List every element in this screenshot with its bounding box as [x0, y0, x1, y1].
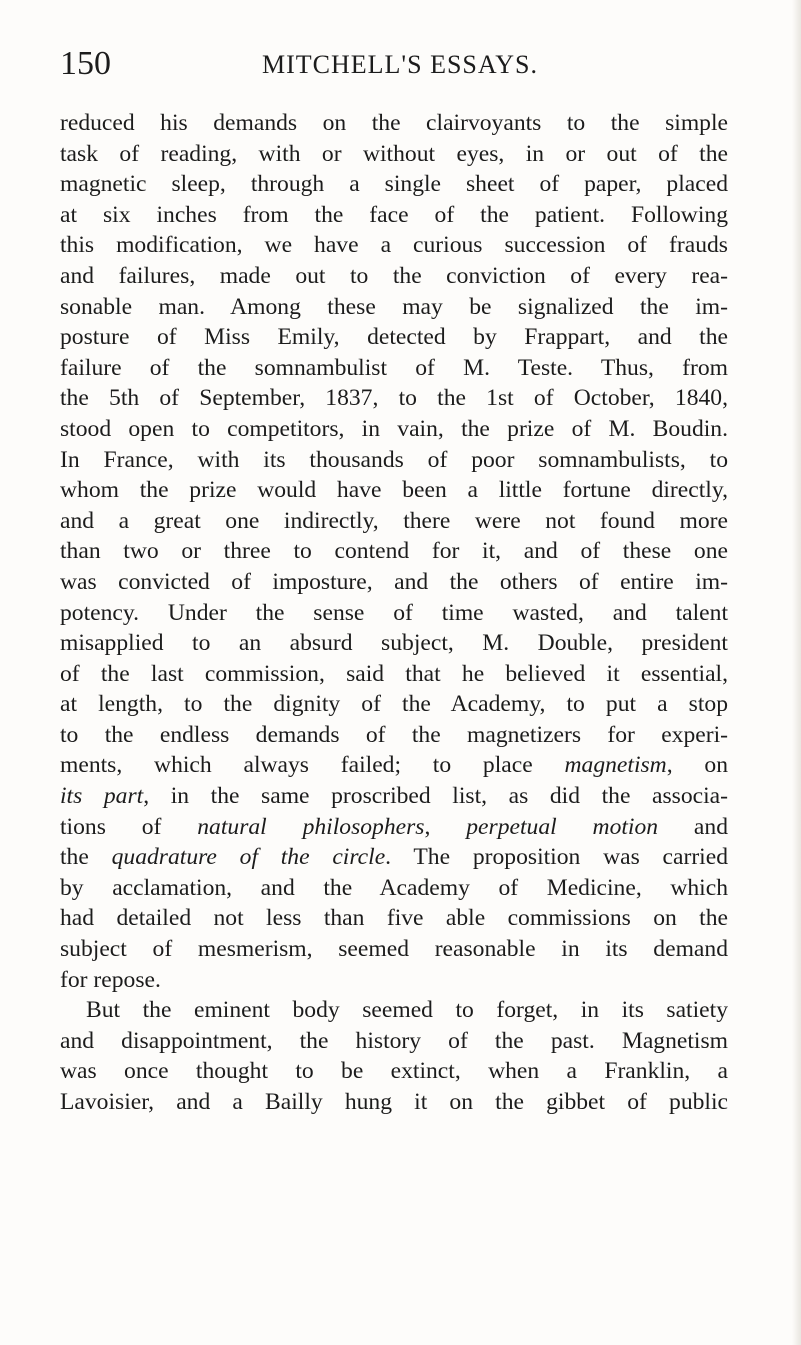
text-segment: and disappointment, the history of the past. Magnetism	[60, 1027, 728, 1054]
text-line	[60, 1026, 728, 1057]
text-line	[60, 1087, 728, 1118]
text-line	[60, 322, 728, 353]
text-segment: of the last commission, said that he believed it essential,	[60, 660, 728, 687]
text-segment: the 5th of September, 1837, to the 1st of October, 1840,	[60, 385, 728, 412]
text-line	[60, 567, 728, 598]
text-segment: sonable man. Among these may be signalized the im-	[60, 293, 728, 320]
text-line	[60, 628, 728, 659]
text-segment: at six inches from the face of the patient. Following	[60, 201, 728, 228]
running-head	[60, 46, 740, 82]
text-line	[60, 200, 728, 231]
text-line	[60, 506, 728, 537]
text-line	[60, 475, 728, 506]
text-line	[60, 108, 728, 139]
text-line	[60, 965, 728, 996]
text-line	[60, 781, 728, 812]
text-segment: was convicted of imposture, and the others of entire im-	[60, 568, 728, 595]
text-segment: by acclamation, and the Academy of Medicine, which	[60, 874, 728, 901]
text-segment: this modification, we have a curious succession of frauds	[60, 232, 728, 259]
text-segment: Lavoisier, and a Bailly hung it on the gibbet of public	[60, 1089, 728, 1115]
text-line	[60, 353, 728, 384]
text-line	[60, 445, 728, 476]
text-line	[60, 750, 728, 781]
text-line	[60, 230, 728, 261]
text-line	[60, 689, 728, 720]
text-line	[60, 292, 728, 323]
text-segment: In France, with its thousands of poor somnambulists, to	[60, 446, 728, 473]
text-segment: magnetic sleep, through a single sheet of paper, placed	[60, 171, 728, 198]
text-segment: , in the same proscribed list, as did the associa-	[143, 783, 728, 810]
text-segment: task of reading, with or without eyes, in or out of the	[60, 140, 728, 167]
text-line	[60, 720, 728, 751]
text-segment: misapplied to an absurd subject, M. Double, president	[60, 630, 728, 657]
text-segment: But the eminent body seemed to forget, in its satiety	[86, 997, 728, 1024]
text-segment: the	[60, 844, 112, 871]
text-segment: posture of Miss Emily, detected by Frappart, and the	[60, 324, 728, 351]
text-segment: than two or three to contend for it, and of these one	[60, 538, 728, 565]
italic-text-segment: its part	[60, 783, 144, 810]
text-segment: at length, to the dignity of the Academy, to put a stop	[60, 691, 728, 718]
text-segment: and failures, made out to the conviction of every rea-	[60, 262, 728, 289]
text-line	[60, 842, 728, 873]
text-line	[60, 995, 728, 1026]
text-segment: reduced his demands on the clairvoyants to the simple	[60, 110, 728, 136]
text-line	[60, 1056, 728, 1087]
text-segment: was once thought to be extinct, when a Franklin, a	[60, 1058, 728, 1085]
italic-text-segment: magnetism	[564, 752, 667, 779]
text-line	[60, 536, 728, 567]
text-line	[60, 261, 728, 292]
text-line	[60, 812, 728, 843]
italic-text-segment: quadrature of the circle	[111, 844, 386, 871]
text-line	[60, 873, 728, 904]
text-line	[60, 383, 728, 414]
body-text	[60, 108, 728, 1118]
italic-text-segment: perpetual motion	[466, 813, 659, 840]
text-segment: to the endless demands of the magnetizers for experi-	[60, 721, 728, 748]
text-segment: for repose.	[60, 966, 161, 993]
text-segment: . The proposition was carried	[385, 844, 729, 871]
italic-text-segment: natural philosophers	[197, 813, 425, 840]
text-segment: , on	[666, 752, 728, 779]
text-segment: whom the prize would have been a little fortune directly,	[60, 477, 728, 504]
text-line	[60, 903, 728, 934]
running-title: MITCHELL'S ESSAYS.	[262, 50, 538, 79]
text-line	[60, 414, 728, 445]
text-segment: ,	[424, 813, 467, 840]
text-segment: failure of the somnambulist of M. Teste. Thus, from	[60, 354, 728, 381]
page-number: 150	[60, 45, 111, 82]
text-segment: ments, which always failed; to place	[60, 752, 565, 779]
text-segment: had detailed not less than five able commissions on the	[60, 905, 728, 932]
page-edge	[792, 0, 801, 1345]
text-line	[60, 659, 728, 690]
text-segment: stood open to competitors, in vain, the prize of M. Boudin.	[60, 415, 728, 442]
text-segment: and	[658, 813, 728, 840]
text-segment: subject of mesmerism, seemed reasonable in its demand	[60, 936, 728, 963]
text-segment: and a great one indirectly, there were not found more	[60, 507, 728, 534]
text-segment: tions of	[60, 813, 198, 840]
text-line	[60, 934, 728, 965]
text-line	[60, 139, 728, 170]
text-segment: potency. Under the sense of time wasted, and talent	[60, 599, 728, 626]
text-line	[60, 169, 728, 200]
text-line	[60, 598, 728, 629]
